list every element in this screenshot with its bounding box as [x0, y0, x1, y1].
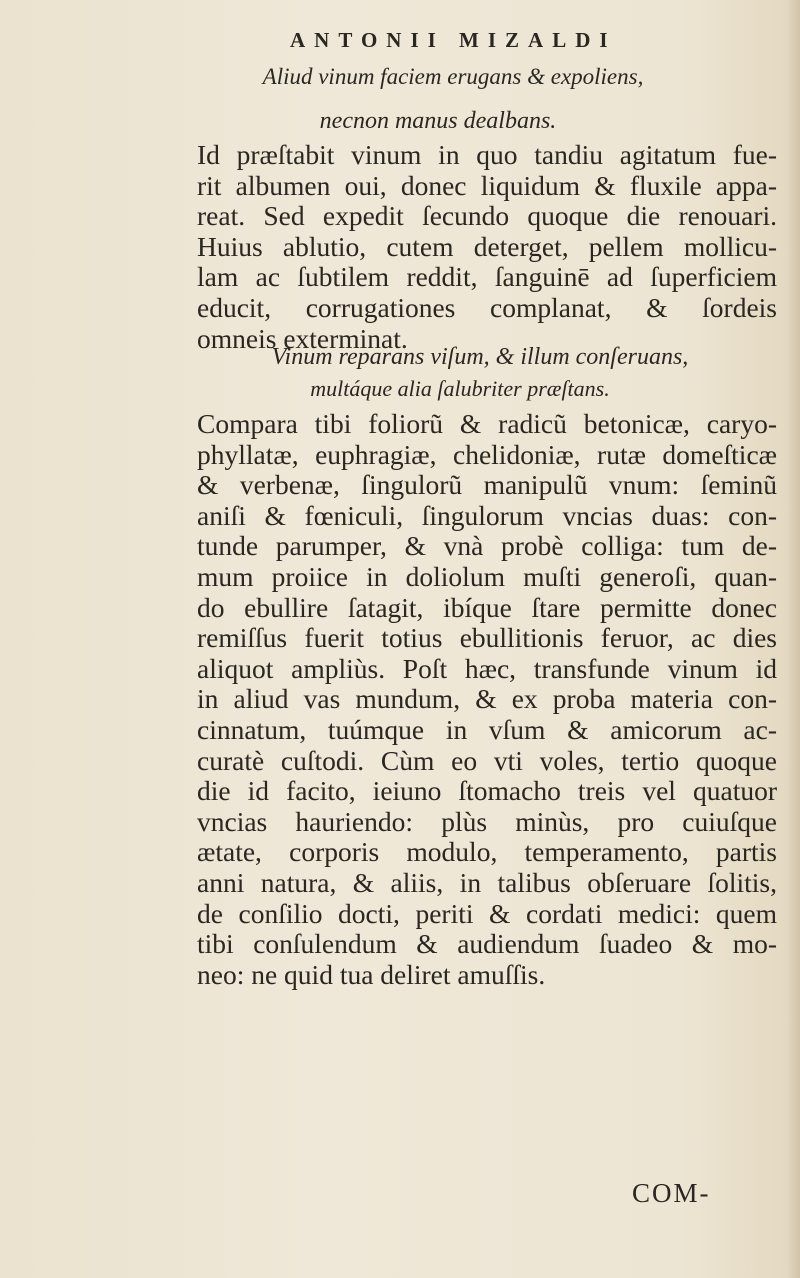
text-line: & verbenæ, ſingulorũ manipulũ vnum: ſeminũ: [197, 469, 777, 501]
text-line: mum proiice in doliolum muſti generoſi, quan-: [197, 560, 777, 592]
text-line: cinnatum, tuúmque in vſum & amicorum ac-: [197, 713, 777, 745]
text-line: do ebullire ſatagit, ibíque ſtare permitte donec: [197, 591, 777, 623]
section-2-body: [197, 409, 777, 990]
text-line: anni natura, & aliis, in talibus obſeruare ſolitis,: [197, 866, 777, 898]
running-head: ANTONII MIZALDI: [290, 28, 617, 52]
text-line: in aliud vas mundum, & ex proba materia con-: [197, 683, 777, 715]
text-line: tunde parumper, & vnà probè colliga: tum de-: [197, 530, 777, 562]
text-line: Huius ablutio, cutem deterget, pellem mollicu-: [197, 230, 777, 262]
text-line: phyllatæ, euphragiæ, chelidoniæ, rutæ domeſticæ: [197, 438, 777, 470]
text-line: reat. Sed expedit ſecundo quoque die renouari.: [197, 200, 777, 232]
text-line: rit albumen oui, donec liquidum & fluxile appa-: [197, 169, 777, 201]
text-line: tibi conſulendum & audiendum ſuadeo & mo-: [197, 928, 777, 960]
text-line: neo: ne quid tua deliret amuſſis.: [197, 958, 546, 990]
text-line: remiſſus fuerit totius ebullitionis feruor, ac dies: [197, 622, 777, 654]
section-2-heading-line-2: multáque alia ſalubriter præſtans.: [310, 376, 610, 401]
text-line: omneis exterminat.: [197, 322, 408, 354]
text-line: Id præſtabit vinum in quo tandiu agitatum fue-: [197, 139, 777, 170]
section-1-body: [197, 140, 777, 354]
text-line: curatè cuſtodi. Cùm eo vti voles, tertio quoque: [197, 744, 777, 776]
text-line: de conſilio docti, periti & cordati medici: quem: [197, 897, 777, 929]
text-line: vncias hauriendo: plùs minùs, pro cuiuſque: [197, 805, 777, 837]
page-edge-shadow: [786, 0, 800, 1278]
section-1-heading-line-1: Aliud vinum faciem erugans & expoliens,: [262, 64, 644, 89]
text-line: educit, corrugationes complanat, & ſordeis: [197, 291, 777, 323]
text-line: lam ac ſubtilem reddit, ſanguinē ad ſuperficiem: [197, 261, 777, 293]
text-line: die id facito, ieiuno ſtomacho treis vel quatuor: [197, 775, 777, 807]
text-line: aniſi & fœniculi, ſingulorum vncias duas: con-: [197, 499, 777, 531]
text-line: aliquot ampliùs. Poſt hæc, transfunde vinum id: [197, 652, 777, 684]
section-1-heading-line-2: necnon manus dealbans.: [319, 108, 557, 134]
catchword: COM-: [632, 1178, 711, 1208]
text-line: ætate, corporis modulo, temperamento, partis: [197, 836, 777, 868]
section-2-heading-line-1: Vinum reparans viſum, & illum conſeruans,: [271, 344, 689, 370]
text-line: Compara tibi foliorũ & radicũ betonicæ, caryo-: [197, 408, 777, 439]
